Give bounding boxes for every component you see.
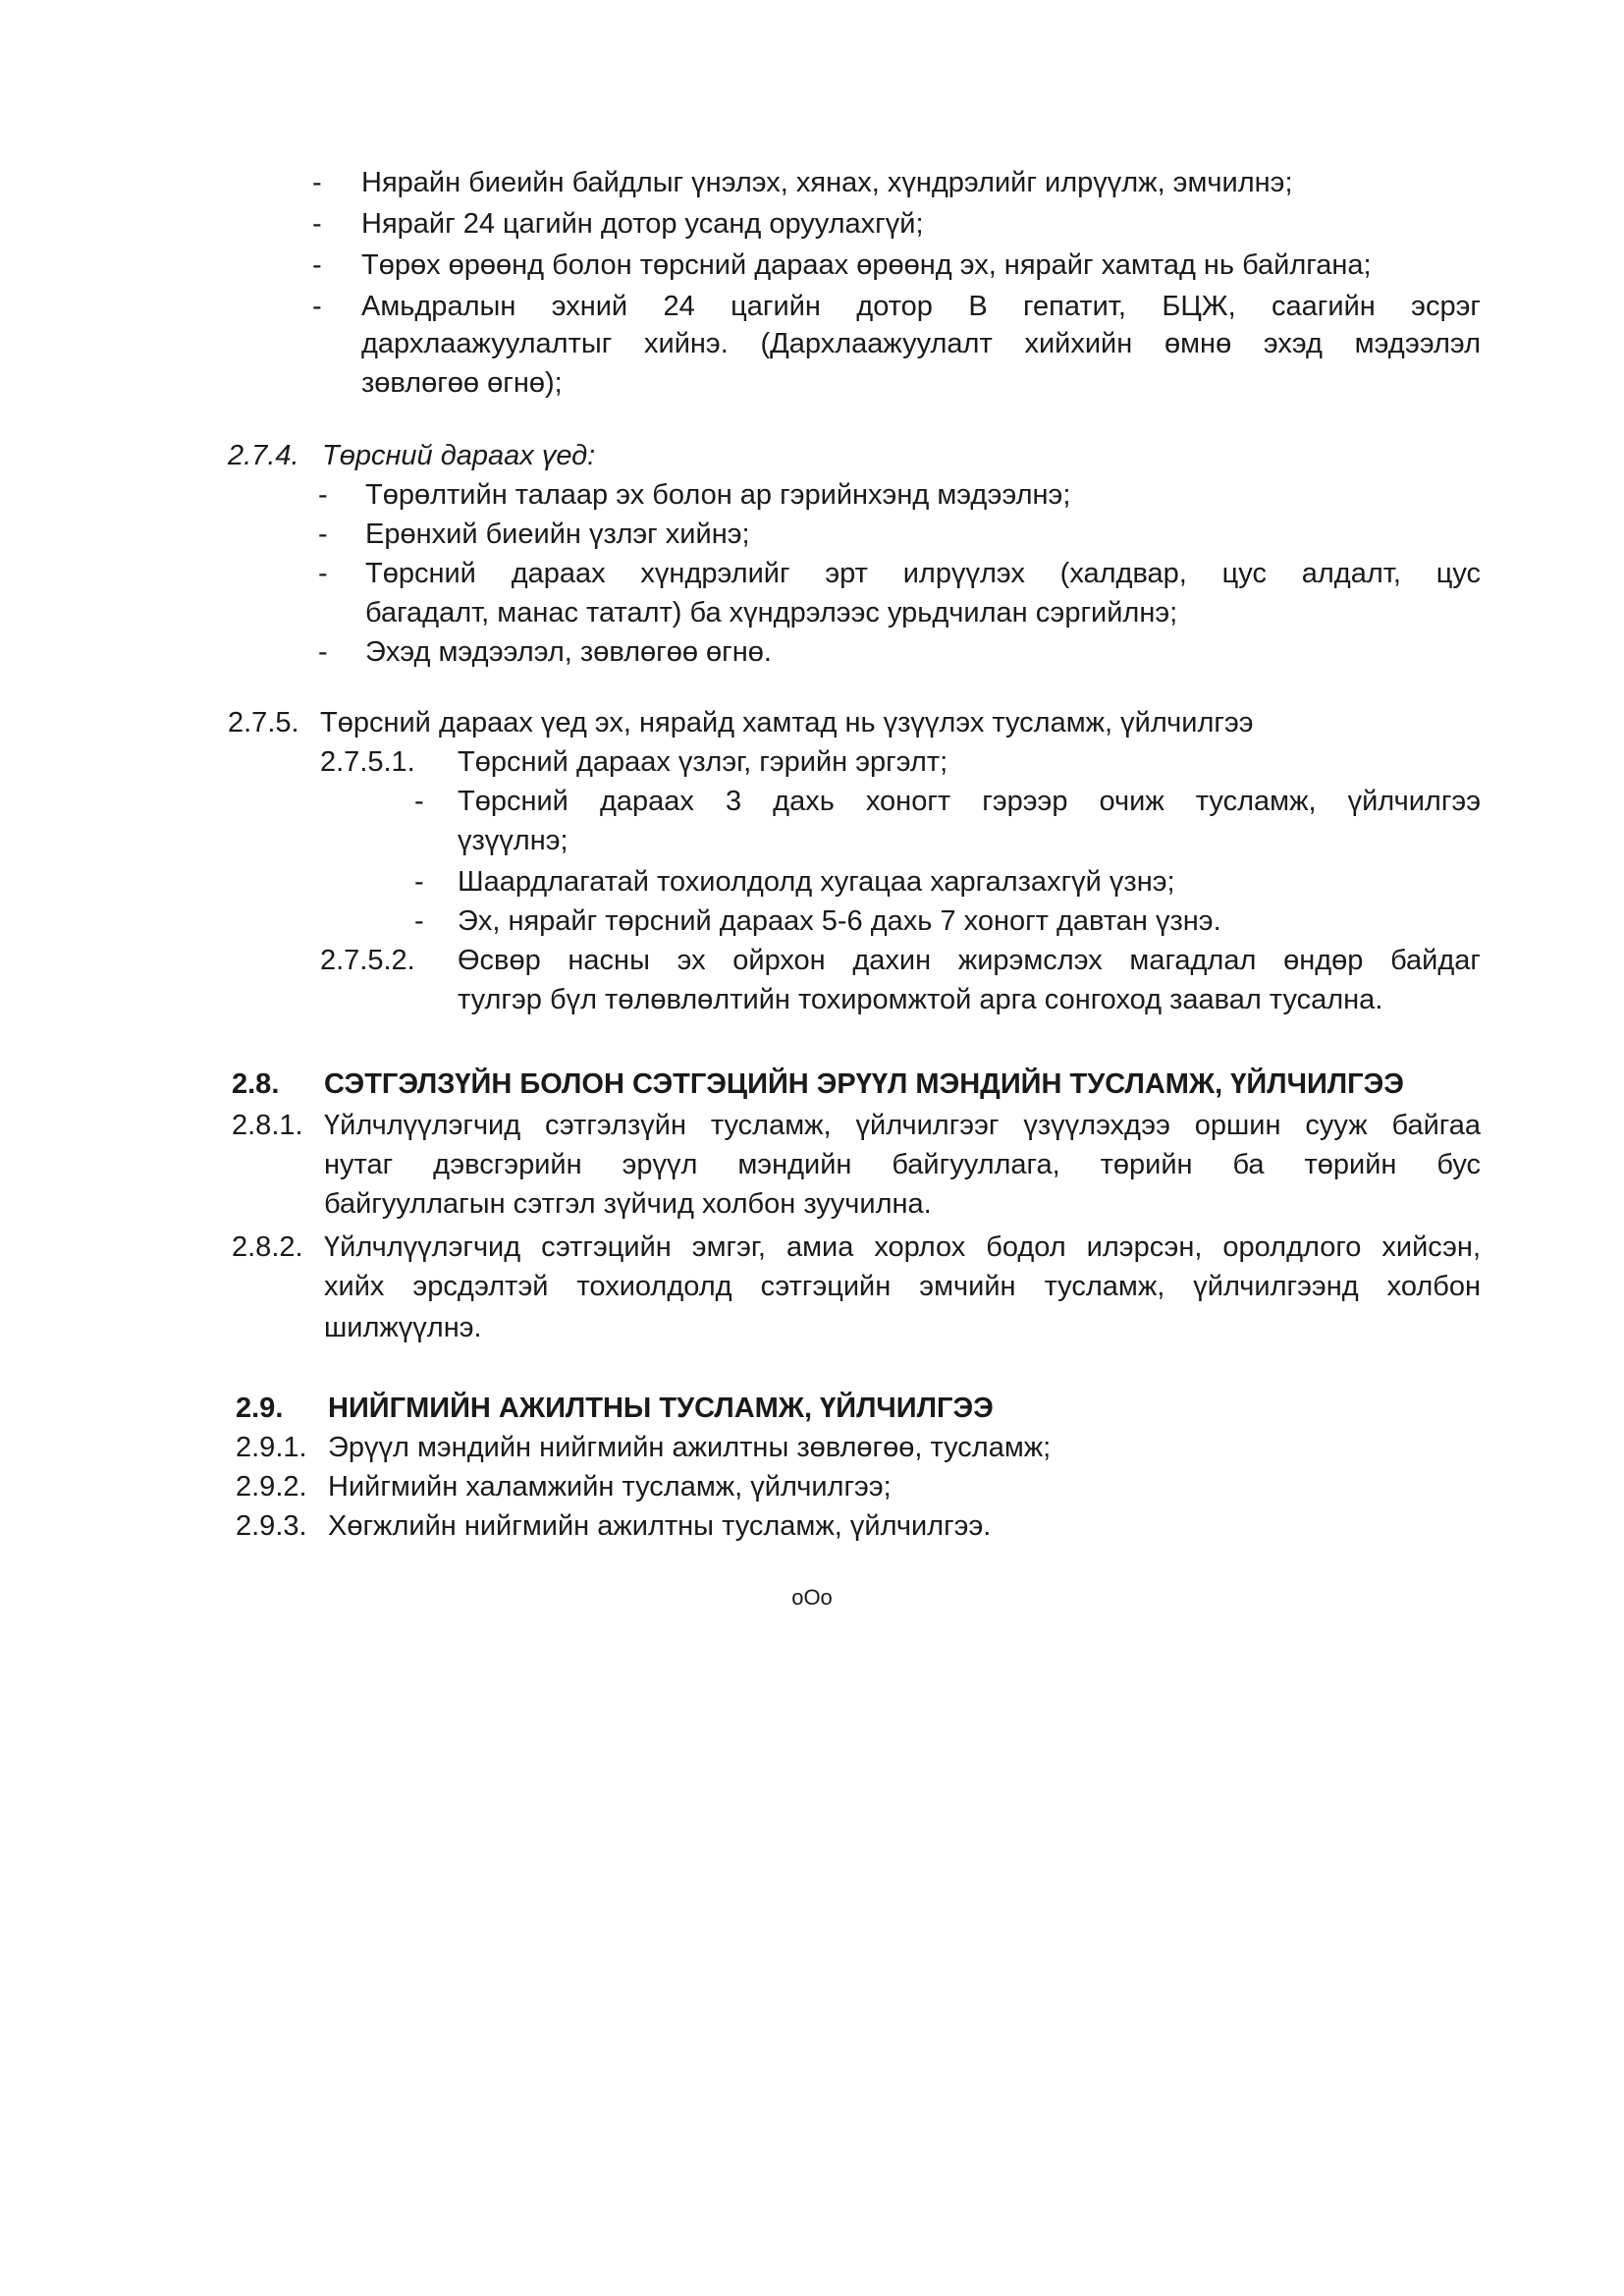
subsection-text: Өсвөр насны эх ойрхон дахин жирэмслэх магадлал өндөр байдаг <box>458 945 1481 976</box>
subsection-text-continued: тулгэр бүл төлөвлөлтийн тохиромжтой арга сонгоход заавал тусална. <box>458 984 1383 1015</box>
bullet-text: Шаардлагатай тохиолдолд хугацаа харгалзахгүй үзнэ; <box>458 866 1175 898</box>
section-number: 2.8. <box>232 1068 280 1100</box>
section-title: Төрсний дараах үед эх, нярайд хамтад нь үзүүлэх тусламж, үйлчилгээ <box>320 707 1254 738</box>
item-text: Эрүүл мэндийн нийгмийн ажилтны зөвлөгөө, тусламж; <box>328 1432 1052 1463</box>
bullet-text: Нярайн биеийн байдлыг үнэлэх, хянах, хүндрэлийг илрүүлж, эмчилнэ; <box>361 167 1293 198</box>
bullet-text: Эх, нярайг төрсний дараах 5-6 дахь 7 хоногт давтан үзнэ. <box>458 905 1221 937</box>
item-text: Нийгмийн халамжийн тусламж, үйлчилгээ; <box>328 1471 892 1503</box>
bullet-dash: - <box>318 636 328 668</box>
bullet-dash: - <box>312 291 322 322</box>
item-text: Хөгжлийн нийгмийн ажилтны тусламж, үйлчилгээ. <box>328 1510 992 1542</box>
subsection-number: 2.7.5.1. <box>320 746 415 778</box>
page-end-mark: oOo <box>791 1585 833 1610</box>
item-text-continued: байгууллагын сэтгэл зүйчид холбон зуучилна. <box>324 1188 932 1220</box>
bullet-dash: - <box>312 208 322 240</box>
bullet-text-continued: багадалт, манас таталт) ба хүндрэлээс урьдчилан сэргийлнэ; <box>365 597 1178 629</box>
bullet-text: Нярайг 24 цагийн дотор усанд оруулахгүй; <box>361 208 924 240</box>
section-number: 2.9. <box>236 1393 284 1424</box>
section-title: Төрсний дараах үед: <box>322 440 596 471</box>
section-number: 2.7.5. <box>228 707 299 738</box>
item-text-continued: шилжүүлнэ. <box>324 1312 482 1343</box>
bullet-text: Төрсний дараах 3 дахь хоногт гэрээр очиж тусламж, үйлчилгээ <box>458 786 1481 817</box>
bullet-dash: - <box>414 786 424 817</box>
item-number: 2.9.3. <box>236 1510 307 1542</box>
section-heading: НИЙГМИЙН АЖИЛТНЫ ТУСЛАМЖ, ҮЙЛЧИЛГЭЭ <box>328 1393 994 1424</box>
bullet-dash: - <box>318 479 328 511</box>
bullet-text: Төрөх өрөөнд болон төрсний дараах өрөөнд эх, нярайг хамтад нь байлгана; <box>361 249 1372 281</box>
item-number: 2.9.2. <box>236 1471 307 1503</box>
item-number: 2.9.1. <box>236 1432 307 1463</box>
bullet-dash: - <box>312 167 322 198</box>
bullet-dash: - <box>414 866 424 898</box>
bullet-text-continued: үзүүлнэ; <box>458 825 568 856</box>
item-number: 2.8.1. <box>232 1110 303 1141</box>
item-text-continued: нутаг дэвсгэрийн эрүүл мэндийн байгууллага, төрийн ба төрийн бус <box>324 1149 1481 1180</box>
item-text: Үйлчлүүлэгчид сэтгэлзүйн тусламж, үйлчилгээг үзүүлэхдээ оршин сууж байгаа <box>324 1110 1481 1141</box>
bullet-text: Төрөлтийн талаар эх болон ар гэрийнхэнд мэдээлнэ; <box>365 479 1071 511</box>
bullet-text: Төрсний дараах хүндрэлийг эрт илрүүлэх (халдвар, цус алдалт, цус <box>365 558 1481 589</box>
item-text-continued: хийх эрсдэлтэй тохиолдолд сэтгэцийн эмчийн тусламж, үйлчилгээнд холбон <box>324 1271 1481 1302</box>
bullet-text: Ерөнхий биеийн үзлэг хийнэ; <box>365 519 750 550</box>
subsection-title: Төрсний дараах үзлэг, гэрийн эргэлт; <box>458 746 948 778</box>
bullet-text: Эхэд мэдээлэл, зөвлөгөө өгнө. <box>365 636 772 668</box>
bullet-dash: - <box>312 249 322 281</box>
bullet-dash: - <box>318 558 328 589</box>
bullet-text-continued: дархлаажуулалтыг хийнэ. (Дархлаажуулалт хийхийн өмнө эхэд мэдээлэл <box>361 328 1481 359</box>
bullet-dash: - <box>318 519 328 550</box>
item-text: Үйлчлүүлэгчид сэтгэцийн эмгэг, амиа хорлох бодол илэрсэн, оролдлого хийсэн, <box>324 1231 1481 1263</box>
bullet-dash: - <box>414 905 424 937</box>
subsection-number: 2.7.5.2. <box>320 945 415 976</box>
bullet-text-continued: зөвлөгөө өгнө); <box>361 367 563 399</box>
section-number: 2.7.4. <box>228 440 299 471</box>
section-heading: СЭТГЭЛЗҮЙН БОЛОН СЭТГЭЦИЙН ЭРҮҮЛ МЭНДИЙН ТУСЛАМЖ, ҮЙЛЧИЛГЭЭ <box>324 1068 1404 1100</box>
item-number: 2.8.2. <box>232 1231 303 1263</box>
bullet-text: Амьдралын эхний 24 цагийн дотор В гепатит, БЦЖ, саагийн эсрэг <box>361 291 1481 322</box>
